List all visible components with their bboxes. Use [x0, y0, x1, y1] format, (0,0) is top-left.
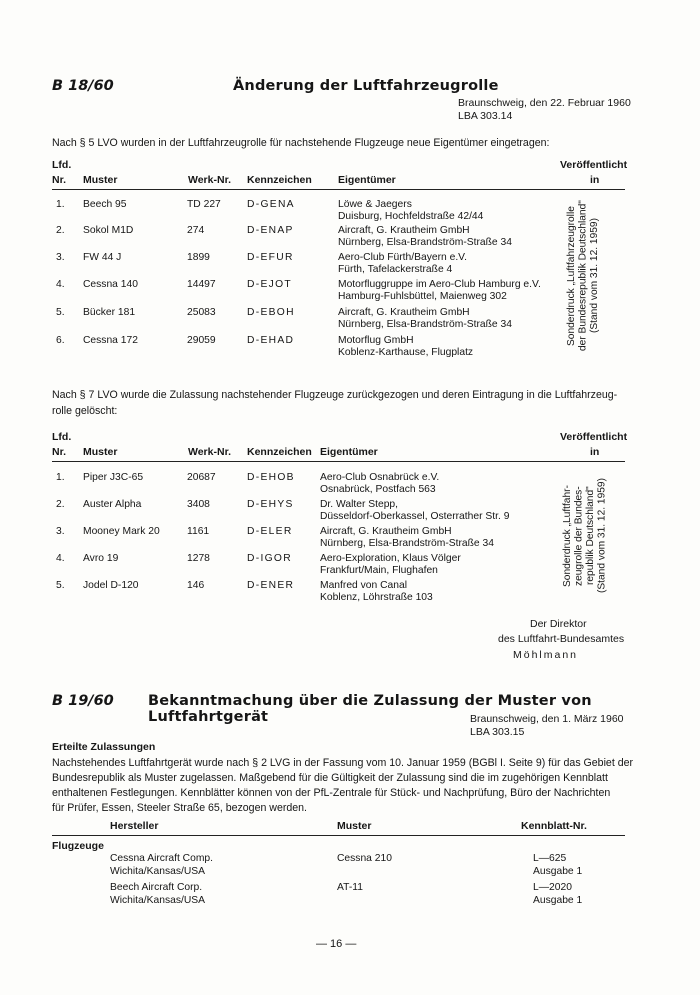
row-owner-name: Aero-Club Fürth/Bayern e.V. — [338, 252, 467, 263]
row-nr: 4. — [56, 553, 65, 564]
row-owner-name: Aero-Club Osnabrück e.V. — [320, 472, 440, 483]
row-nr: 1. — [56, 199, 65, 210]
row-werk-nr: TD 227 — [187, 199, 221, 210]
row-owner-name: Löwe & Jaegers — [338, 199, 412, 210]
row-owner-address: Osnabrück, Postfach 563 — [320, 484, 436, 495]
header-werk-nr: Werk-Nr. — [188, 446, 231, 458]
row-nr: 5. — [56, 307, 65, 318]
header-werk-nr: Werk-Nr. — [188, 174, 231, 186]
header-lfd: Lfd. — [52, 431, 72, 443]
header-eigentuemer: Eigentümer — [338, 174, 396, 186]
row-kennzeichen: D-ENER — [247, 580, 295, 591]
header-muster: Muster — [83, 174, 118, 186]
row-muster: Mooney Mark 20 — [83, 526, 160, 537]
row-muster: Beech 95 — [83, 199, 127, 210]
row-werk-nr: 1161 — [187, 526, 210, 537]
paragraph-line: Bundesrepublik als Muster zugelassen. Maßgebend für die Gültigkeit der Zulassung sind die im zugehörigen Kennblatt — [52, 772, 608, 784]
section-number: B 18/60 — [52, 78, 114, 94]
row-owner-name: Dr. Walter Stepp, — [320, 499, 399, 510]
section-title: Änderung der Luftfahrzeugrolle — [233, 78, 499, 94]
row-owner-address: Düsseldorf-Oberkassel, Osterrather Str. 9 — [320, 511, 510, 522]
header-kennblatt: Kennblatt-Nr. — [521, 820, 587, 832]
row-owner-address: Nürnberg, Elsa-Brandström-Straße 34 — [338, 319, 512, 330]
header-eigentuemer: Eigentümer — [320, 446, 378, 458]
table-rule — [52, 461, 625, 462]
row-owner-address: Fürth, Tafelackerstraße 4 — [338, 264, 453, 275]
published-line: (Stand vom 31. 12. 1959) — [589, 218, 600, 334]
reference: LBA 303.15 — [470, 726, 525, 738]
paragraph-line: für Prüfer, Essen, Steeler Straße 65, bezogen werden. — [52, 802, 307, 814]
row-owner-address: Frankfurt/Main, Flughafen — [320, 565, 438, 576]
row-owner-address: Hamburg-Fuhlsbüttel, Maienweg 302 — [338, 291, 507, 302]
paragraph-line: enthaltenen Festlegungen. Kennblätter können von der PfL-Zentrale für Stück- und Nachprüfung, Büro der Nachrichten — [52, 787, 611, 799]
row-owner-name: Aircraft, G. Krautheim GmbH — [338, 307, 470, 318]
row-kennblatt: L—2020 — [533, 882, 572, 893]
row-kennzeichen: D-EHAD — [247, 335, 295, 346]
row-muster: Jodel D-120 — [83, 580, 139, 591]
row-manufacturer: Cessna Aircraft Comp. — [110, 853, 214, 864]
row-werk-nr: 14497 — [187, 279, 216, 290]
header-muster: Muster — [337, 820, 372, 832]
row-kennzeichen: D-ENAP — [247, 225, 294, 236]
section-title: Bekanntmachung über die Zulassung der Muster von Luftfahrtgerät — [148, 693, 592, 725]
row-kennzeichen: D-EBOH — [247, 307, 295, 318]
header-lfd: Lfd. — [52, 159, 72, 171]
row-nr: 2. — [56, 499, 65, 510]
published-in-rotated — [562, 470, 608, 602]
table-rule — [52, 189, 625, 190]
signature-title: Der Direktor — [530, 618, 587, 630]
row-werk-nr: 20687 — [187, 472, 216, 483]
header-muster: Muster — [83, 446, 118, 458]
header-in: in — [590, 174, 600, 186]
section-number: B 19/60 — [52, 693, 114, 709]
row-werk-nr: 25083 — [187, 307, 216, 318]
row-muster: AT-11 — [337, 882, 363, 893]
row-ausgabe: Ausgabe 1 — [533, 895, 583, 906]
published-line: republik Deutschland" — [585, 486, 596, 586]
row-werk-nr: 274 — [187, 225, 205, 236]
row-ausgabe: Ausgabe 1 — [533, 866, 583, 877]
row-owner-address: Koblenz, Löhrstraße 103 — [320, 592, 433, 603]
row-muster: Auster Alpha — [83, 499, 142, 510]
row-kennzeichen: D-IGOR — [247, 553, 292, 564]
row-nr: 5. — [56, 580, 65, 591]
row-kennzeichen: D-EHOB — [247, 472, 295, 483]
header-veroeffentlicht: Veröffentlicht — [560, 431, 628, 443]
signature-name: Möhlmann — [513, 649, 579, 661]
row-muster: Cessna 210 — [337, 853, 392, 864]
subheading: Erteilte Zulassungen — [52, 741, 156, 753]
reference: LBA 303.14 — [458, 110, 513, 122]
header-nr: Nr. — [52, 174, 67, 186]
row-owner-name: Motorfluggruppe im Aero-Club Hamburg e.V. — [338, 279, 541, 290]
row-owner-name: Aircraft, G. Krautheim GmbH — [320, 526, 452, 537]
row-muster: Bücker 181 — [83, 307, 136, 318]
row-manufacturer-location: Wichita/Kansas/USA — [110, 866, 205, 877]
header-nr: Nr. — [52, 446, 67, 458]
row-kennblatt: L—625 — [533, 853, 567, 864]
published-line: Sonderdruck „Luftfahrzeugrolle — [566, 206, 577, 346]
row-manufacturer: Beech Aircraft Corp. — [110, 882, 203, 893]
row-muster: Cessna 172 — [83, 335, 138, 346]
row-owner-name: Aero-Exploration, Klaus Völger — [320, 553, 461, 564]
row-werk-nr: 29059 — [187, 335, 216, 346]
row-kennzeichen: D-EJOT — [247, 279, 292, 290]
header-kennzeichen: Kennzeichen — [247, 174, 312, 186]
row-muster: Sokol M1D — [83, 225, 134, 236]
row-nr: 2. — [56, 225, 65, 236]
intro-text: Nach § 5 LVO wurden in der Luftfahrzeugrolle für nachstehende Flugzeuge neue Eigentümer eingetragen: — [52, 137, 550, 149]
published-line: Sonderdruck „Luftfahr- — [562, 485, 573, 587]
published-line: (Stand vom 31. 12. 1959) — [596, 478, 608, 594]
intro-text-continued: rolle gelöscht: — [52, 405, 118, 417]
row-muster: Avro 19 — [83, 553, 119, 564]
header-hersteller: Hersteller — [110, 820, 159, 832]
row-manufacturer-location: Wichita/Kansas/USA — [110, 895, 205, 906]
intro-text: Nach § 7 LVO wurde die Zulassung nachstehender Flugzeuge zurückgezogen und deren Eintragung in die Luftfahrzeug- — [52, 389, 618, 401]
row-nr: 3. — [56, 252, 65, 263]
row-nr: 6. — [56, 335, 65, 346]
row-owner-address: Nürnberg, Elsa-Brandström-Straße 34 — [320, 538, 494, 549]
row-owner-name: Aircraft, G. Krautheim GmbH — [338, 225, 470, 236]
row-kennzeichen: D-EFUR — [247, 252, 294, 263]
page-number: — 16 — — [316, 938, 357, 950]
header-kennzeichen: Kennzeichen — [247, 446, 312, 458]
published-line: zeugrolle der Bundes- — [573, 486, 585, 586]
place-date: Braunschweig, den 22. Februar 1960 — [458, 97, 631, 109]
place-date: Braunschweig, den 1. März 1960 — [470, 713, 624, 725]
row-kennzeichen: D-EHYS — [247, 499, 294, 510]
paragraph-line: Nachstehendes Luftfahrtgerät wurde nach § 2 LVG in der Fassung vom 10. Januar 1959 (BGBl I. Seite 9) für das Gebiet der — [52, 757, 634, 769]
row-muster: Piper J3C-65 — [83, 472, 144, 483]
row-owner-address: Koblenz-Karthause, Flugplatz — [338, 347, 474, 358]
row-werk-nr: 146 — [187, 580, 205, 591]
row-owner-address: Nürnberg, Elsa-Brandström-Straße 34 — [338, 237, 512, 248]
row-owner-name: Manfred von Canal — [320, 580, 408, 591]
row-nr: 3. — [56, 526, 65, 537]
row-muster: Cessna 140 — [83, 279, 138, 290]
row-werk-nr: 1278 — [187, 553, 210, 564]
group-label: Flugzeuge — [52, 840, 104, 852]
published-in-rotated — [566, 198, 601, 354]
row-muster: FW 44 J — [83, 252, 122, 263]
row-kennzeichen: D-GENA — [247, 199, 295, 210]
row-owner-address: Duisburg, Hochfeldstraße 42/44 — [338, 211, 484, 222]
row-werk-nr: 3408 — [187, 499, 210, 510]
row-nr: 4. — [56, 279, 65, 290]
signature-office: des Luftfahrt-Bundesamtes — [498, 633, 625, 645]
row-nr: 1. — [56, 472, 65, 483]
header-in: in — [590, 446, 600, 458]
table-rule — [52, 835, 625, 836]
row-kennzeichen: D-ELER — [247, 526, 293, 537]
header-veroeffentlicht: Veröffentlicht — [560, 159, 628, 171]
row-owner-name: Motorflug GmbH — [338, 335, 414, 346]
row-werk-nr: 1899 — [187, 252, 210, 263]
published-line: der Bundesrepublik Deutschland" — [577, 200, 589, 352]
